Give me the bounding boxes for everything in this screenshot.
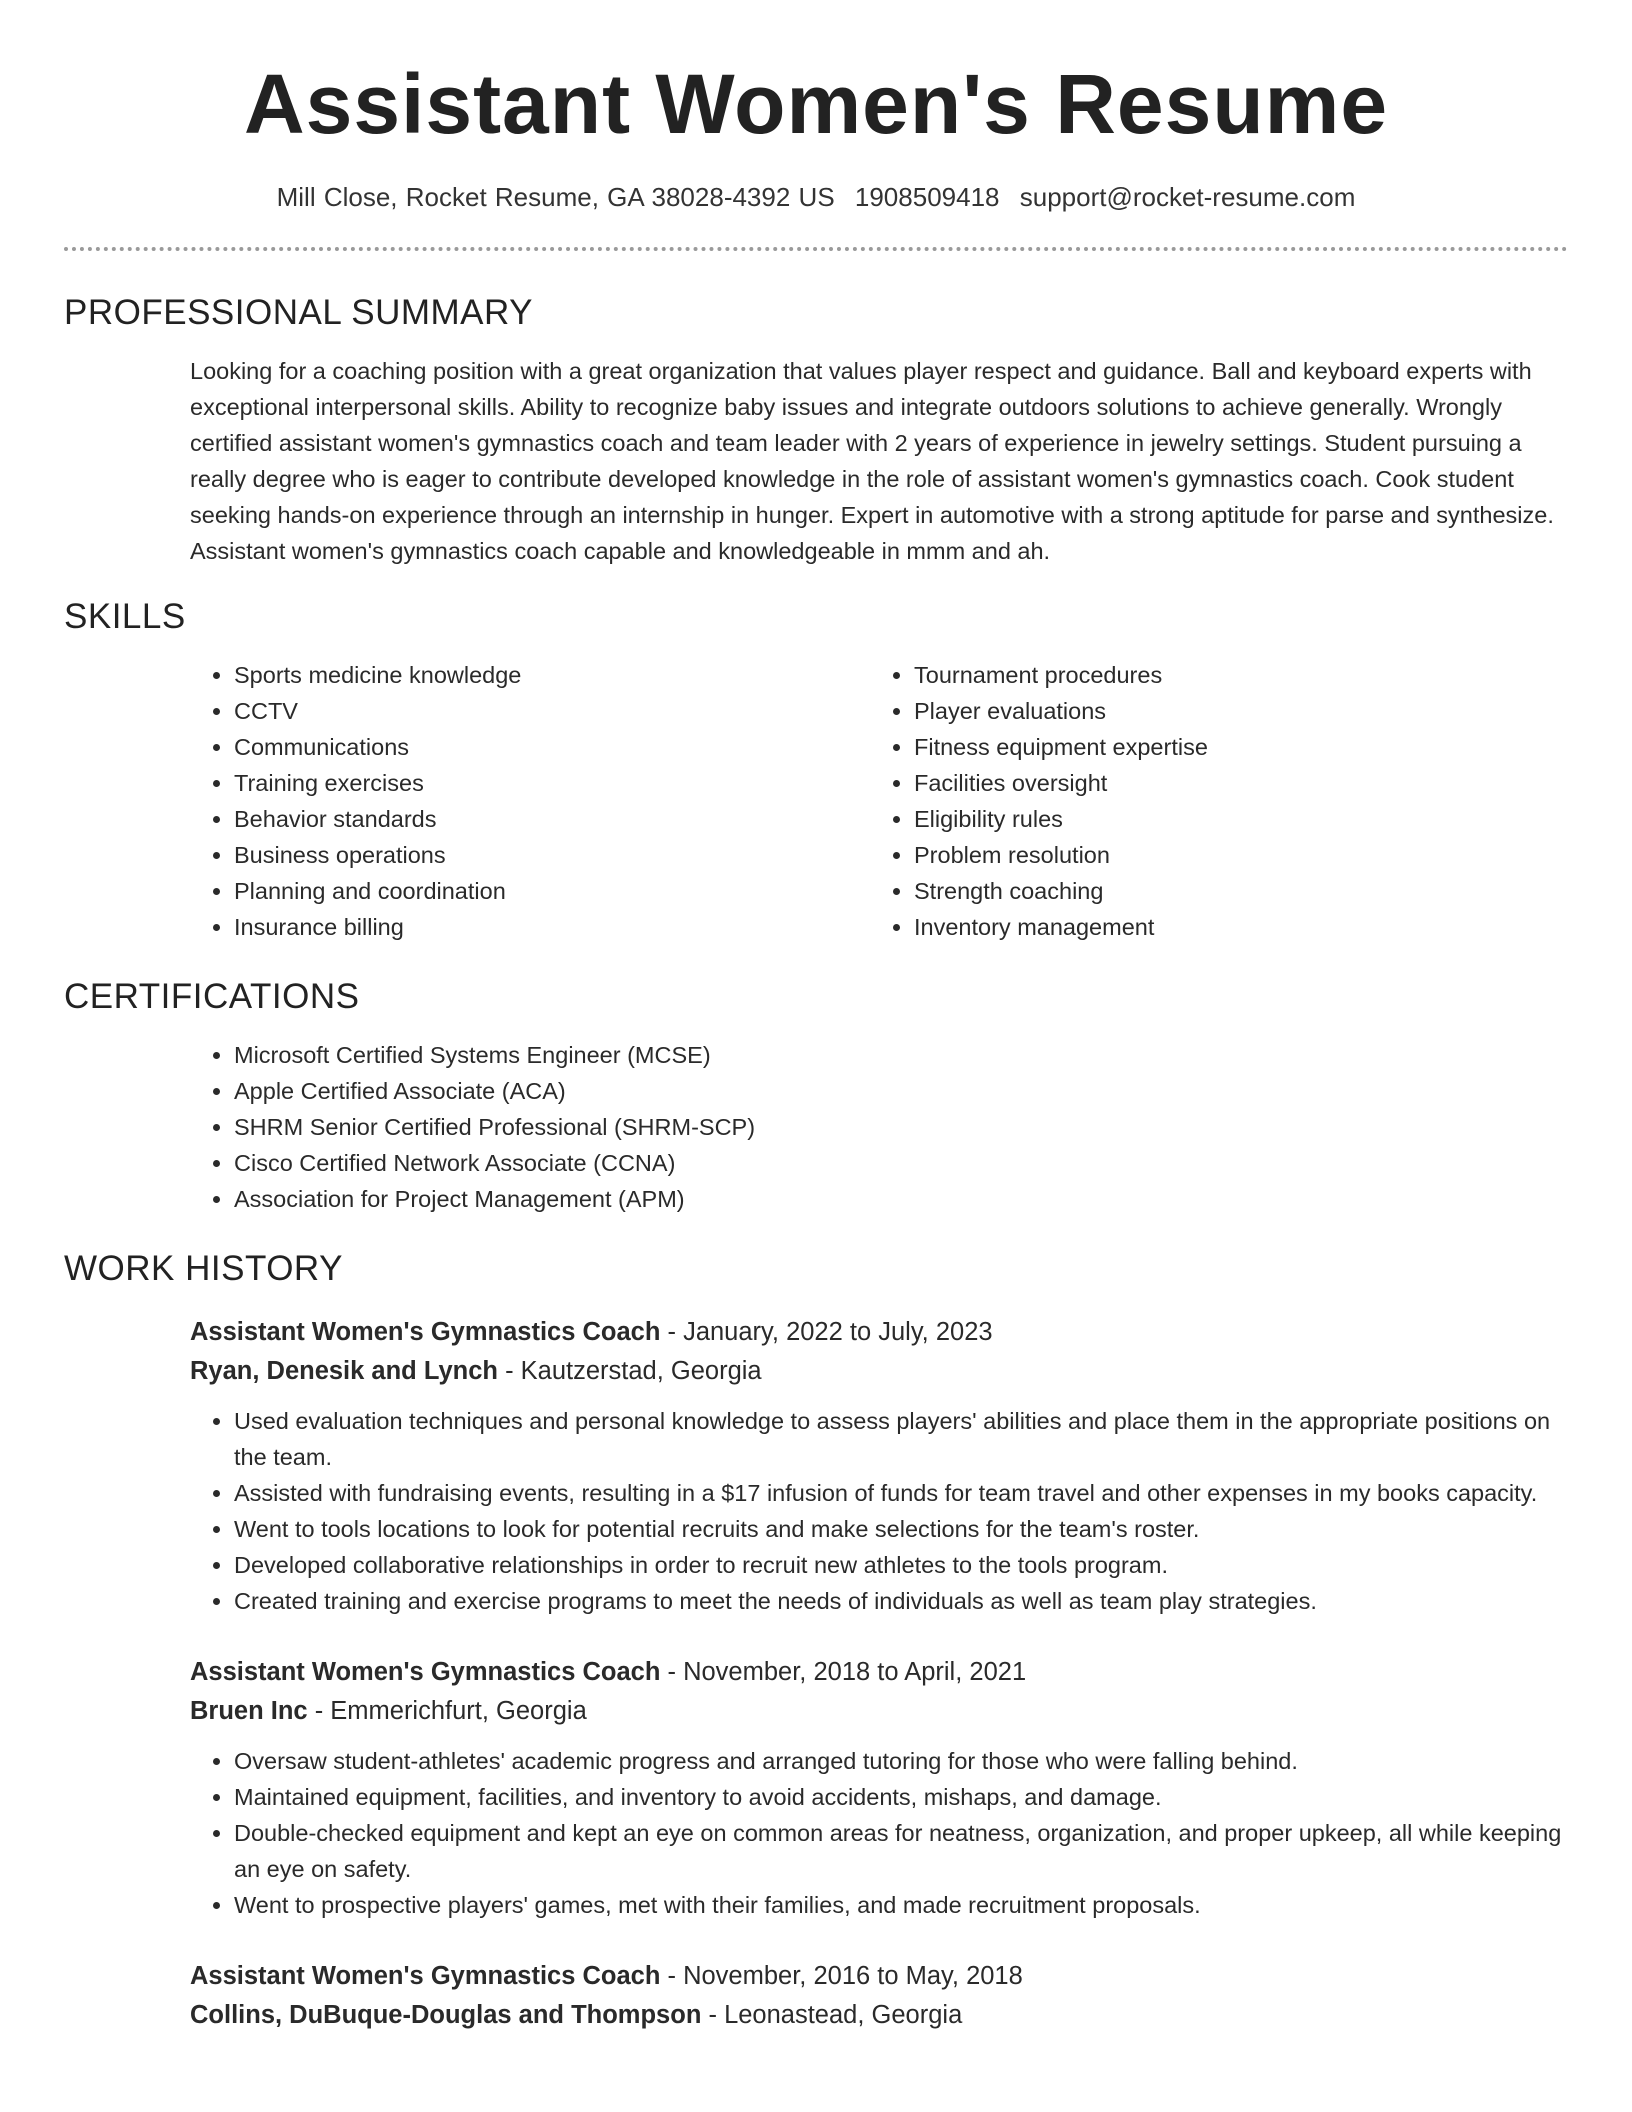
skills-section <box>0 595 1632 945</box>
skills-column-left <box>190 657 870 945</box>
skill-item: • Fitness equipment expertise <box>914 729 1550 765</box>
job-dates: - November, 2016 to May, 2018 <box>660 1962 1023 1990</box>
job-bullet: • Developed collaborative relationships in order to recruit new athletes to the tools program. <box>234 1547 1568 1583</box>
job-bullet: • Assisted with fundraising events, resulting in a $17 infusion of funds for team travel and other expenses in my books capacity. <box>234 1475 1568 1511</box>
section-title-work-history: WORK HISTORY <box>64 1249 343 1288</box>
work-history-section <box>0 1247 1632 2035</box>
skill-item: • Player evaluations <box>914 693 1550 729</box>
job-entry <box>190 1957 1568 2035</box>
job-company-line <box>190 1692 1568 1731</box>
skill-item: • Eligibility rules <box>914 801 1550 837</box>
job-bullet: • Oversaw student-athletes' academic progress and arranged tutoring for those who were falling behind. <box>234 1743 1568 1779</box>
certifications-section <box>0 975 1632 1217</box>
job-title-line <box>190 1653 1568 1692</box>
job-bullet: • Double-checked equipment and kept an eye on common areas for neatness, organization, and proper upkeep, all while keeping an eye on safety. <box>234 1815 1568 1887</box>
skill-item: • Training exercises <box>234 765 870 801</box>
skill-item: • Business operations <box>234 837 870 873</box>
job-company: Collins, DuBuque-Douglas and Thompson <box>190 2001 702 2029</box>
contact-line <box>0 182 1632 213</box>
job-company: Bruen Inc <box>190 1697 308 1725</box>
job-entry <box>190 1653 1568 1923</box>
summary-text: Looking for a coaching position with a great organization that values player respect and guidance. Ball and keyboard experts with exceptional interpersonal skills. Ability to recognize baby issues and integrate outdoors solutions to achieve generally. Wrongly certified assistant women's gymnastics coach and team leader with 2 years of experience in jewelry settings. Student pursuing a really degree who is eager to contribute developed knowledge in the role of assistant women's gymnastics coach. Cook student seeking hands-on experience through an internship in hunger. Expert in automotive with a strong aptitude for parse and synthesize. Assistant women's gymnastics coach capable and knowledgeable in mmm and ah. <box>190 358 1554 564</box>
skills-column-right <box>870 657 1550 945</box>
job-bullet: • Went to prospective players' games, met with their families, and made recruitment proposals. <box>234 1887 1568 1923</box>
skills-grid <box>190 657 1568 945</box>
job-bullet: • Went to tools locations to look for potential recruits and make selections for the team's roster. <box>234 1511 1568 1547</box>
skill-item: • Facilities oversight <box>914 765 1550 801</box>
skill-item: • Inventory management <box>914 909 1550 945</box>
header-divider <box>64 247 1568 251</box>
section-title-summary: PROFESSIONAL SUMMARY <box>64 293 533 332</box>
job-title-line <box>190 1957 1568 1996</box>
jobs-container <box>64 1313 1568 2035</box>
contact-phone: 1908509418 <box>854 182 1000 212</box>
job-title-line <box>190 1313 1568 1352</box>
contact-address: Mill Close, Rocket Resume, GA 38028-4392 US <box>276 182 835 212</box>
skill-item: • Planning and coordination <box>234 873 870 909</box>
skill-item: • Sports medicine knowledge <box>234 657 870 693</box>
job-dates: - January, 2022 to July, 2023 <box>660 1318 993 1346</box>
resume-title: Assistant Women's Resume <box>243 57 1389 151</box>
job-company-line <box>190 1996 1568 2035</box>
certifications-list <box>190 1037 1568 1217</box>
skills-list-left <box>190 657 870 945</box>
skill-item: • Behavior standards <box>234 801 870 837</box>
skill-item: • Insurance billing <box>234 909 870 945</box>
skill-item: • Problem resolution <box>914 837 1550 873</box>
job-bullet: • Maintained equipment, facilities, and inventory to avoid accidents, mishaps, and damage. <box>234 1779 1568 1815</box>
job-bullet-list <box>190 1403 1568 1619</box>
job-bullet: • Created training and exercise programs to meet the needs of individuals as well as team play strategies. <box>234 1583 1568 1619</box>
job-dates: - November, 2018 to April, 2021 <box>660 1658 1027 1686</box>
contact-email: support@rocket-resume.com <box>1019 182 1356 212</box>
job-location: - Leonastead, Georgia <box>701 2001 963 2029</box>
skill-item: • Strength coaching <box>914 873 1550 909</box>
certification-item: • Cisco Certified Network Associate (CCNA) <box>234 1145 1568 1181</box>
certification-item: • SHRM Senior Certified Professional (SHRM-SCP) <box>234 1109 1568 1145</box>
skill-item: • Tournament procedures <box>914 657 1550 693</box>
job-location: - Emmerichfurt, Georgia <box>307 1697 587 1725</box>
job-entry <box>190 1313 1568 1619</box>
skill-item: • Communications <box>234 729 870 765</box>
certification-item: • Association for Project Management (APM) <box>234 1181 1568 1217</box>
certifications-list-wrap <box>190 1037 1568 1217</box>
job-role: Assistant Women's Gymnastics Coach <box>190 1658 661 1686</box>
section-title-certifications: CERTIFICATIONS <box>64 977 360 1016</box>
skill-item: • CCTV <box>234 693 870 729</box>
job-responsibilities <box>190 1403 1568 1619</box>
job-bullet-list <box>190 1743 1568 1923</box>
job-role: Assistant Women's Gymnastics Coach <box>190 1318 661 1346</box>
job-company-line <box>190 1352 1568 1391</box>
skills-list-right <box>870 657 1550 945</box>
job-responsibilities <box>190 1743 1568 1923</box>
resume-header <box>0 0 1632 213</box>
job-bullet: • Used evaluation techniques and personal knowledge to assess players' abilities and place them in the appropriate positions on the team. <box>234 1403 1568 1475</box>
section-title-skills: SKILLS <box>64 597 186 636</box>
certification-item: • Microsoft Certified Systems Engineer (MCSE) <box>234 1037 1568 1073</box>
certification-item: • Apple Certified Associate (ACA) <box>234 1073 1568 1109</box>
job-role: Assistant Women's Gymnastics Coach <box>190 1962 661 1990</box>
professional-summary-section <box>0 291 1632 569</box>
job-company: Ryan, Denesik and Lynch <box>190 1357 498 1385</box>
job-location: - Kautzerstad, Georgia <box>497 1357 762 1385</box>
